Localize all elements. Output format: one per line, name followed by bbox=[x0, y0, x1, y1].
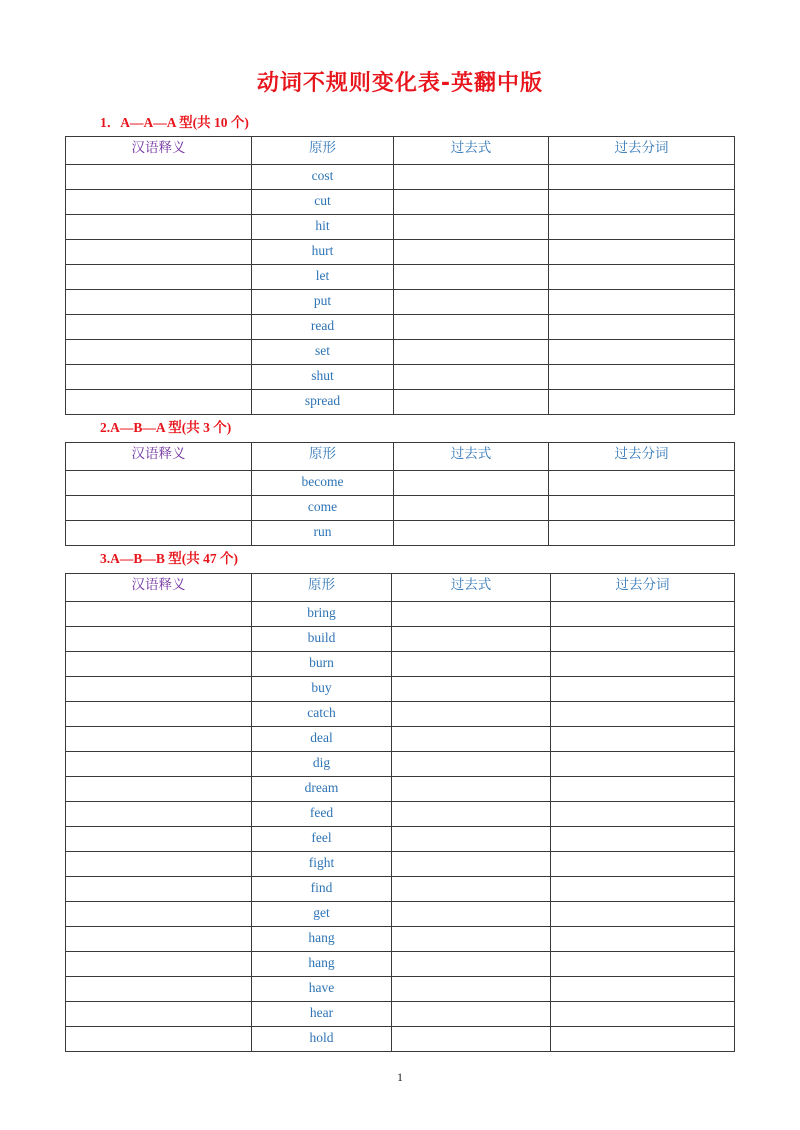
past-participle-cell bbox=[549, 265, 735, 290]
column-header: 原形 bbox=[252, 137, 394, 165]
meaning-cell bbox=[66, 165, 252, 190]
verb-base-form: set bbox=[252, 340, 394, 365]
verb-base-form: bring bbox=[252, 602, 392, 627]
table-row bbox=[66, 702, 735, 727]
past-participle-cell bbox=[549, 190, 735, 215]
verb-base-form: become bbox=[252, 471, 394, 496]
past-tense-cell bbox=[394, 471, 549, 496]
meaning-cell bbox=[66, 777, 252, 802]
table-row bbox=[66, 977, 735, 1002]
past-tense-cell bbox=[392, 902, 551, 927]
past-tense-cell bbox=[394, 265, 549, 290]
table-header-row bbox=[66, 574, 735, 602]
table-row bbox=[66, 165, 735, 190]
past-participle-cell bbox=[549, 290, 735, 315]
past-tense-cell bbox=[394, 215, 549, 240]
verb-base-form: burn bbox=[252, 652, 392, 677]
table-row bbox=[66, 365, 735, 390]
verb-base-form: deal bbox=[252, 727, 392, 752]
meaning-cell bbox=[66, 927, 252, 952]
verb-base-form: find bbox=[252, 877, 392, 902]
meaning-cell bbox=[66, 390, 252, 415]
meaning-cell bbox=[66, 521, 252, 546]
past-tense-cell bbox=[392, 752, 551, 777]
meaning-cell bbox=[66, 702, 252, 727]
table-row bbox=[66, 240, 735, 265]
table-row bbox=[66, 777, 735, 802]
table-row bbox=[66, 727, 735, 752]
verb-base-form: hit bbox=[252, 215, 394, 240]
meaning-cell bbox=[66, 315, 252, 340]
meaning-cell bbox=[66, 727, 252, 752]
past-participle-cell bbox=[551, 902, 735, 927]
meaning-cell bbox=[66, 496, 252, 521]
column-header: 过去分词 bbox=[551, 574, 735, 602]
past-tense-cell bbox=[394, 315, 549, 340]
column-header: 过去式 bbox=[394, 443, 549, 471]
section-heading-aba: 2.A—B—A 型(共 3 个) bbox=[100, 420, 232, 435]
past-tense-cell bbox=[394, 390, 549, 415]
past-tense-cell bbox=[394, 340, 549, 365]
meaning-cell bbox=[66, 952, 252, 977]
meaning-cell bbox=[66, 802, 252, 827]
table-row bbox=[66, 927, 735, 952]
past-participle-cell bbox=[551, 877, 735, 902]
table-row bbox=[66, 952, 735, 977]
section-heading-aaa: 1．A—A—A 型(共 10 个) bbox=[100, 115, 249, 130]
past-tense-cell bbox=[394, 240, 549, 265]
table-row bbox=[66, 290, 735, 315]
verb-table-abb bbox=[65, 573, 735, 1052]
table-row bbox=[66, 677, 735, 702]
past-tense-cell bbox=[394, 496, 549, 521]
verb-base-form: catch bbox=[252, 702, 392, 727]
past-participle-cell bbox=[551, 702, 735, 727]
meaning-cell bbox=[66, 240, 252, 265]
meaning-cell bbox=[66, 190, 252, 215]
table-row bbox=[66, 265, 735, 290]
meaning-cell bbox=[66, 340, 252, 365]
past-participle-cell bbox=[549, 215, 735, 240]
past-participle-cell bbox=[551, 802, 735, 827]
past-tense-cell bbox=[392, 827, 551, 852]
past-participle-cell bbox=[551, 827, 735, 852]
verb-base-form: spread bbox=[252, 390, 394, 415]
past-participle-cell bbox=[549, 240, 735, 265]
verb-base-form: read bbox=[252, 315, 394, 340]
verb-base-form: hurt bbox=[252, 240, 394, 265]
table-row bbox=[66, 190, 735, 215]
meaning-cell bbox=[66, 677, 252, 702]
verb-base-form: feel bbox=[252, 827, 392, 852]
table-row bbox=[66, 877, 735, 902]
table-row bbox=[66, 752, 735, 777]
column-header: 原形 bbox=[252, 443, 394, 471]
meaning-cell bbox=[66, 265, 252, 290]
table-row bbox=[66, 215, 735, 240]
past-tense-cell bbox=[392, 877, 551, 902]
past-tense-cell bbox=[392, 677, 551, 702]
table-row bbox=[66, 852, 735, 877]
verb-base-form: shut bbox=[252, 365, 394, 390]
section-heading-abb: 3.A—B—B 型(共 47 个) bbox=[100, 551, 238, 566]
verb-base-form: dig bbox=[252, 752, 392, 777]
verb-base-form: hear bbox=[252, 1002, 392, 1027]
table-header-row bbox=[66, 443, 735, 471]
past-tense-cell bbox=[394, 521, 549, 546]
past-tense-cell bbox=[394, 165, 549, 190]
past-tense-cell bbox=[392, 652, 551, 677]
column-header: 过去分词 bbox=[549, 137, 735, 165]
past-tense-cell bbox=[392, 1027, 551, 1052]
past-participle-cell bbox=[549, 340, 735, 365]
table-row bbox=[66, 652, 735, 677]
past-participle-cell bbox=[551, 677, 735, 702]
verb-base-form: dream bbox=[252, 777, 392, 802]
past-participle-cell bbox=[549, 471, 735, 496]
past-participle-cell bbox=[551, 1002, 735, 1027]
page-title: 动词不规则变化表-英翻中版 bbox=[256, 71, 544, 96]
verb-base-form: come bbox=[252, 496, 394, 521]
verb-base-form: put bbox=[252, 290, 394, 315]
column-header: 汉语释义 bbox=[66, 137, 252, 165]
past-tense-cell bbox=[392, 952, 551, 977]
past-tense-cell bbox=[392, 777, 551, 802]
meaning-cell bbox=[66, 877, 252, 902]
table-row bbox=[66, 827, 735, 852]
past-tense-cell bbox=[392, 927, 551, 952]
table-row bbox=[66, 1002, 735, 1027]
past-tense-cell bbox=[392, 727, 551, 752]
table-row bbox=[66, 340, 735, 365]
meaning-cell bbox=[66, 365, 252, 390]
column-header: 原形 bbox=[252, 574, 392, 602]
meaning-cell bbox=[66, 652, 252, 677]
meaning-cell bbox=[66, 215, 252, 240]
table-row bbox=[66, 1027, 735, 1052]
past-participle-cell bbox=[551, 1027, 735, 1052]
past-tense-cell bbox=[392, 977, 551, 1002]
past-participle-cell bbox=[549, 315, 735, 340]
meaning-cell bbox=[66, 827, 252, 852]
past-participle-cell bbox=[551, 977, 735, 1002]
past-participle-cell bbox=[551, 752, 735, 777]
verb-table-aaa bbox=[65, 136, 735, 415]
table-row bbox=[66, 627, 735, 652]
past-tense-cell bbox=[392, 602, 551, 627]
past-participle-cell bbox=[551, 627, 735, 652]
past-tense-cell bbox=[392, 702, 551, 727]
meaning-cell bbox=[66, 290, 252, 315]
verb-base-form: buy bbox=[252, 677, 392, 702]
verb-base-form: feed bbox=[252, 802, 392, 827]
past-participle-cell bbox=[551, 602, 735, 627]
past-tense-cell bbox=[392, 627, 551, 652]
column-header: 汉语释义 bbox=[66, 443, 252, 471]
page-number: 1 bbox=[397, 1070, 403, 1084]
meaning-cell bbox=[66, 602, 252, 627]
verb-base-form: have bbox=[252, 977, 392, 1002]
past-participle-cell bbox=[551, 927, 735, 952]
table-header-row bbox=[66, 137, 735, 165]
past-participle-cell bbox=[549, 496, 735, 521]
column-header: 过去式 bbox=[392, 574, 551, 602]
verb-base-form: cut bbox=[252, 190, 394, 215]
past-tense-cell bbox=[392, 852, 551, 877]
past-tense-cell bbox=[392, 1002, 551, 1027]
verb-base-form: cost bbox=[252, 165, 394, 190]
meaning-cell bbox=[66, 471, 252, 496]
meaning-cell bbox=[66, 1002, 252, 1027]
verb-base-form: hang bbox=[252, 952, 392, 977]
meaning-cell bbox=[66, 977, 252, 1002]
verb-base-form: hang bbox=[252, 927, 392, 952]
verb-table-aba bbox=[65, 442, 735, 546]
past-participle-cell bbox=[551, 952, 735, 977]
table-row bbox=[66, 496, 735, 521]
meaning-cell bbox=[66, 752, 252, 777]
column-header: 过去分词 bbox=[549, 443, 735, 471]
past-participle-cell bbox=[551, 652, 735, 677]
past-tense-cell bbox=[394, 365, 549, 390]
table-row bbox=[66, 602, 735, 627]
column-header: 汉语释义 bbox=[66, 574, 252, 602]
past-tense-cell bbox=[394, 190, 549, 215]
column-header: 过去式 bbox=[394, 137, 549, 165]
past-participle-cell bbox=[549, 365, 735, 390]
past-participle-cell bbox=[549, 165, 735, 190]
verb-base-form: let bbox=[252, 265, 394, 290]
verb-base-form: hold bbox=[252, 1027, 392, 1052]
verb-base-form: build bbox=[252, 627, 392, 652]
table-row bbox=[66, 390, 735, 415]
table-row bbox=[66, 802, 735, 827]
table-row bbox=[66, 471, 735, 496]
past-participle-cell bbox=[551, 852, 735, 877]
past-participle-cell bbox=[549, 521, 735, 546]
table-row bbox=[66, 521, 735, 546]
past-tense-cell bbox=[392, 802, 551, 827]
meaning-cell bbox=[66, 1027, 252, 1052]
table-row bbox=[66, 315, 735, 340]
meaning-cell bbox=[66, 852, 252, 877]
past-tense-cell bbox=[394, 290, 549, 315]
table-row bbox=[66, 902, 735, 927]
past-participle-cell bbox=[549, 390, 735, 415]
past-participle-cell bbox=[551, 727, 735, 752]
verb-base-form: fight bbox=[252, 852, 392, 877]
meaning-cell bbox=[66, 627, 252, 652]
past-participle-cell bbox=[551, 777, 735, 802]
verb-base-form: get bbox=[252, 902, 392, 927]
meaning-cell bbox=[66, 902, 252, 927]
verb-base-form: run bbox=[252, 521, 394, 546]
